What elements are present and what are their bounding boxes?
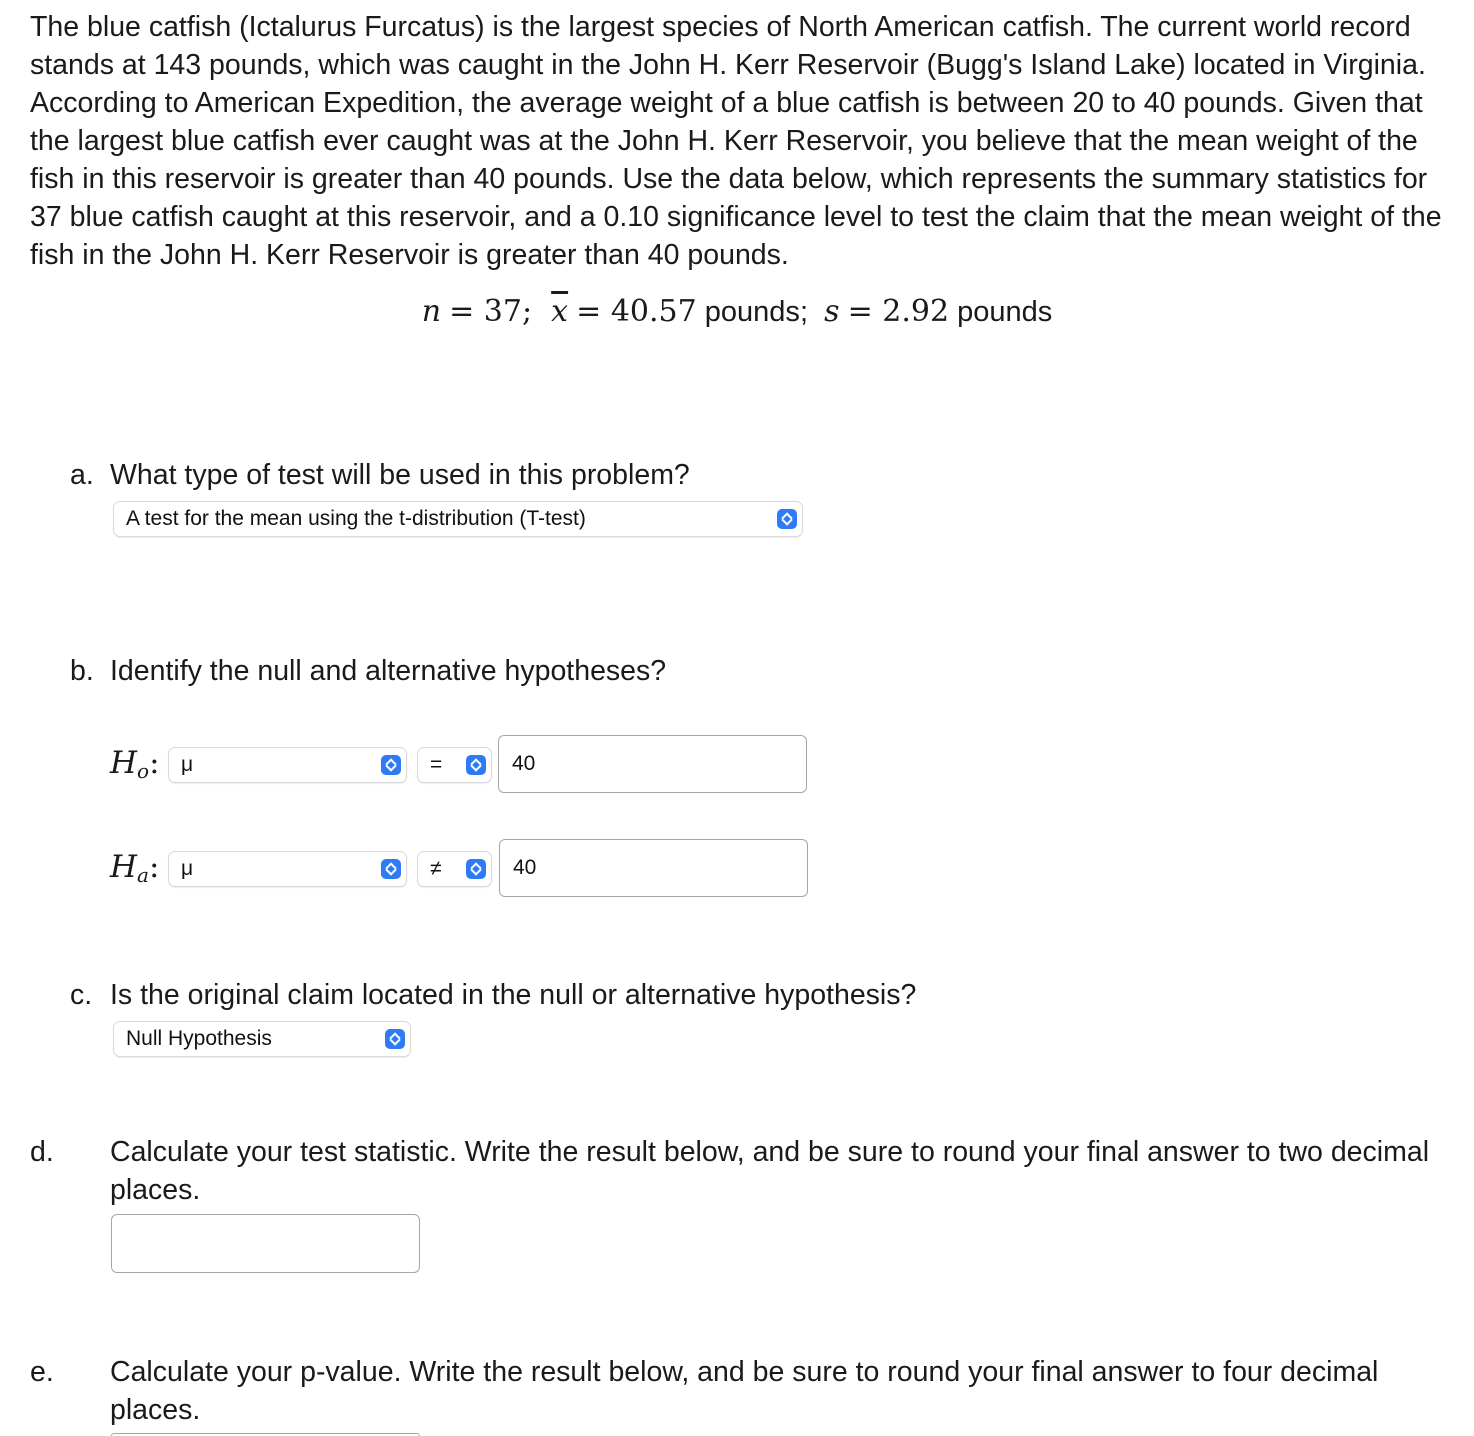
s-unit: pounds: [957, 296, 1053, 328]
xbar-symbol: $\overline{x}$: [551, 294, 569, 329]
question-d-label: d.: [30, 1136, 54, 1168]
alt-operator-select[interactable]: [418, 852, 491, 886]
question-e-label: e.: [30, 1356, 54, 1388]
claim-location-select[interactable]: [114, 1022, 410, 1056]
question-a-text: What type of test will be used in this problem?: [110, 459, 690, 491]
null-hypothesis-label: $H_o$:: [110, 745, 160, 783]
question-d-text: Calculate your test statistic. Write the result below, and be sure to round your final answer to two decimal places.: [110, 1136, 1430, 1206]
question-e-text: Calculate your p-value. Write the result below, and be sure to round your final answer to four decimal places.: [110, 1356, 1379, 1426]
s-value: 2.92: [882, 294, 950, 329]
n-symbol: n: [421, 294, 442, 329]
question-b: [70, 652, 666, 690]
chevron-updown-icon: [381, 859, 401, 879]
null-operator-selected: =: [430, 753, 443, 776]
chevron-updown-icon: [466, 755, 486, 775]
question-c-label: c.: [70, 979, 93, 1011]
null-value-input[interactable]: 40: [498, 735, 807, 793]
alt-parameter-select[interactable]: [169, 852, 406, 886]
null-parameter-select[interactable]: [169, 748, 406, 782]
question-d: [30, 1133, 1470, 1209]
null-h-symbol: H: [110, 745, 138, 781]
alt-parameter-selected: μ: [181, 857, 194, 880]
question-c: [70, 976, 916, 1014]
test-statistic-input[interactable]: [111, 1214, 420, 1273]
test-type-selected: A test for the mean using the t-distribution (T-test): [126, 507, 586, 530]
question-c-text: Is the original claim located in the null or alternative hypothesis?: [110, 979, 917, 1011]
s-symbol: s: [824, 294, 840, 329]
chevron-updown-icon: [385, 1029, 405, 1049]
chevron-updown-icon: [466, 859, 486, 879]
xbar-value: 40.57: [610, 294, 697, 329]
null-h-subscript: o: [137, 759, 150, 783]
test-type-select[interactable]: [114, 502, 802, 536]
claim-location-selected: Null Hypothesis: [126, 1027, 272, 1050]
question-a-label: a.: [70, 459, 94, 491]
summary-statistics: n = 37; $\overline{x} = 40.57$ pounds; s = 2.92 pounds: [421, 294, 1053, 329]
alt-h-subscript: a: [137, 863, 149, 887]
null-operator-select[interactable]: [418, 748, 491, 782]
question-b-label: b.: [70, 655, 94, 687]
chevron-updown-icon: [777, 509, 797, 529]
alt-hypothesis-label: $H_a$:: [110, 849, 160, 887]
question-a: [70, 456, 690, 494]
xbar-unit: pounds: [704, 296, 800, 328]
question-b-text: Identify the null and alternative hypotheses?: [110, 655, 667, 687]
n-value: 37: [483, 294, 522, 329]
problem-statement: The blue catfish (Ictalurus Furcatus) is the largest species of North American catfish. The current world record stands at 143 pounds, which was caught in the John H. Kerr Reservoir (Bugg's Island Lake) located in Virginia. According to American Expedition, the average weight of a blue catfish is between 20 to 40 pounds. Given that the largest blue catfish ever caught was at the John H. Kerr Reservoir, you believe that the mean weight of the fish in this reservoir is greater than 40 pounds. Use the data below, which represents the summary statistics for 37 blue catfish caught at this reservoir, and a 0.10 significance level to test the claim that the mean weight of the fish in the John H. Kerr Reservoir is greater than 40 pounds.: [30, 11, 1442, 271]
chevron-updown-icon: [381, 755, 401, 775]
null-parameter-selected: μ: [181, 753, 194, 776]
alt-h-symbol: H: [110, 849, 138, 885]
alt-operator-selected: ≠: [430, 857, 442, 880]
question-e: [30, 1353, 1470, 1429]
alt-value-input[interactable]: 40: [499, 839, 808, 897]
